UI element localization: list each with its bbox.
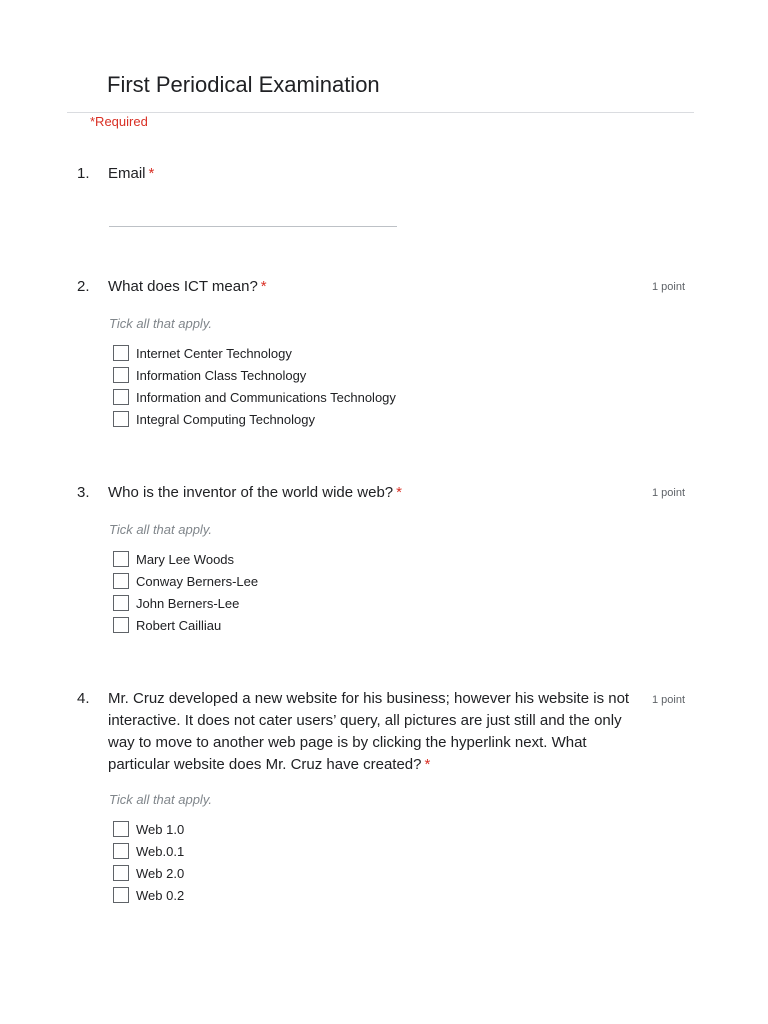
option-checkbox[interactable] xyxy=(113,344,292,362)
points-label: 1 point xyxy=(651,694,685,706)
title-divider xyxy=(67,112,694,113)
option-label: Internet Center Technology xyxy=(136,345,292,361)
checkbox[interactable] xyxy=(113,551,129,567)
form-title: First Periodical Examination xyxy=(107,72,380,97)
option-label: Information and Communications Technology xyxy=(136,389,396,405)
option-checkbox[interactable] xyxy=(113,366,306,384)
required-asterisk: * xyxy=(396,484,402,501)
option-checkbox[interactable] xyxy=(113,820,184,838)
checkbox[interactable] xyxy=(113,573,129,589)
option-label: John Berners-Lee xyxy=(136,595,240,611)
required-asterisk: * xyxy=(260,278,267,295)
option-checkbox[interactable] xyxy=(113,616,221,634)
question-text: Mr. Cruz developed a new website for his business; however his website is not interactive. It does not cater users’ query, all pictures are just still and the only way to move to another web page is by clicking the hyperlink next. What particular website does Mr. Cruz have created? * xyxy=(108,690,630,773)
question-text: What does ICT mean? * xyxy=(108,278,267,295)
option-label: Web 0.2 xyxy=(136,887,185,903)
option-checkbox[interactable] xyxy=(113,864,184,882)
checkbox[interactable] xyxy=(113,617,129,633)
points-label: 1 point xyxy=(651,281,685,293)
option-label: Web 2.0 xyxy=(136,865,185,881)
checkbox[interactable] xyxy=(113,367,129,383)
option-checkbox[interactable] xyxy=(113,572,258,590)
question-number: 3. xyxy=(77,484,90,501)
points-label: 1 point xyxy=(651,487,685,499)
checkbox[interactable] xyxy=(113,345,129,361)
option-checkbox[interactable] xyxy=(113,594,239,612)
hint-text: Tick all that apply. xyxy=(109,316,212,331)
checkbox[interactable] xyxy=(113,887,129,903)
option-label: Web.0.1 xyxy=(136,843,185,859)
checkbox[interactable] xyxy=(113,821,129,837)
required-note: *Required xyxy=(90,114,148,129)
hint-text: Tick all that apply. xyxy=(109,792,212,807)
option-checkbox[interactable] xyxy=(113,886,184,904)
option-label: Robert Cailliau xyxy=(136,617,222,633)
option-label: Web 1.0 xyxy=(136,821,185,837)
option-checkbox[interactable] xyxy=(113,410,315,428)
question-text: Email * xyxy=(108,165,155,182)
required-asterisk: * xyxy=(424,756,431,773)
email-input[interactable] xyxy=(109,226,397,227)
question-number: 2. xyxy=(77,278,90,295)
checkbox[interactable] xyxy=(113,411,129,427)
option-label: Integral Computing Technology xyxy=(136,411,315,427)
hint-text: Tick all that apply. xyxy=(109,522,212,537)
required-asterisk: * xyxy=(148,165,155,182)
option-label: Mary Lee Woods xyxy=(136,551,235,567)
checkbox[interactable] xyxy=(113,595,129,611)
question-text: Who is the inventor of the world wide web? * xyxy=(108,484,402,501)
option-label: Conway Berners-Lee xyxy=(136,573,259,589)
option-checkbox[interactable] xyxy=(113,842,184,860)
option-checkbox[interactable] xyxy=(113,388,396,406)
question-number: 1. xyxy=(77,165,90,182)
option-checkbox[interactable] xyxy=(113,550,234,568)
checkbox[interactable] xyxy=(113,865,129,881)
option-label: Information Class Technology xyxy=(136,367,307,383)
question-number: 4. xyxy=(77,690,90,707)
checkbox[interactable] xyxy=(113,389,129,405)
checkbox[interactable] xyxy=(113,843,129,859)
